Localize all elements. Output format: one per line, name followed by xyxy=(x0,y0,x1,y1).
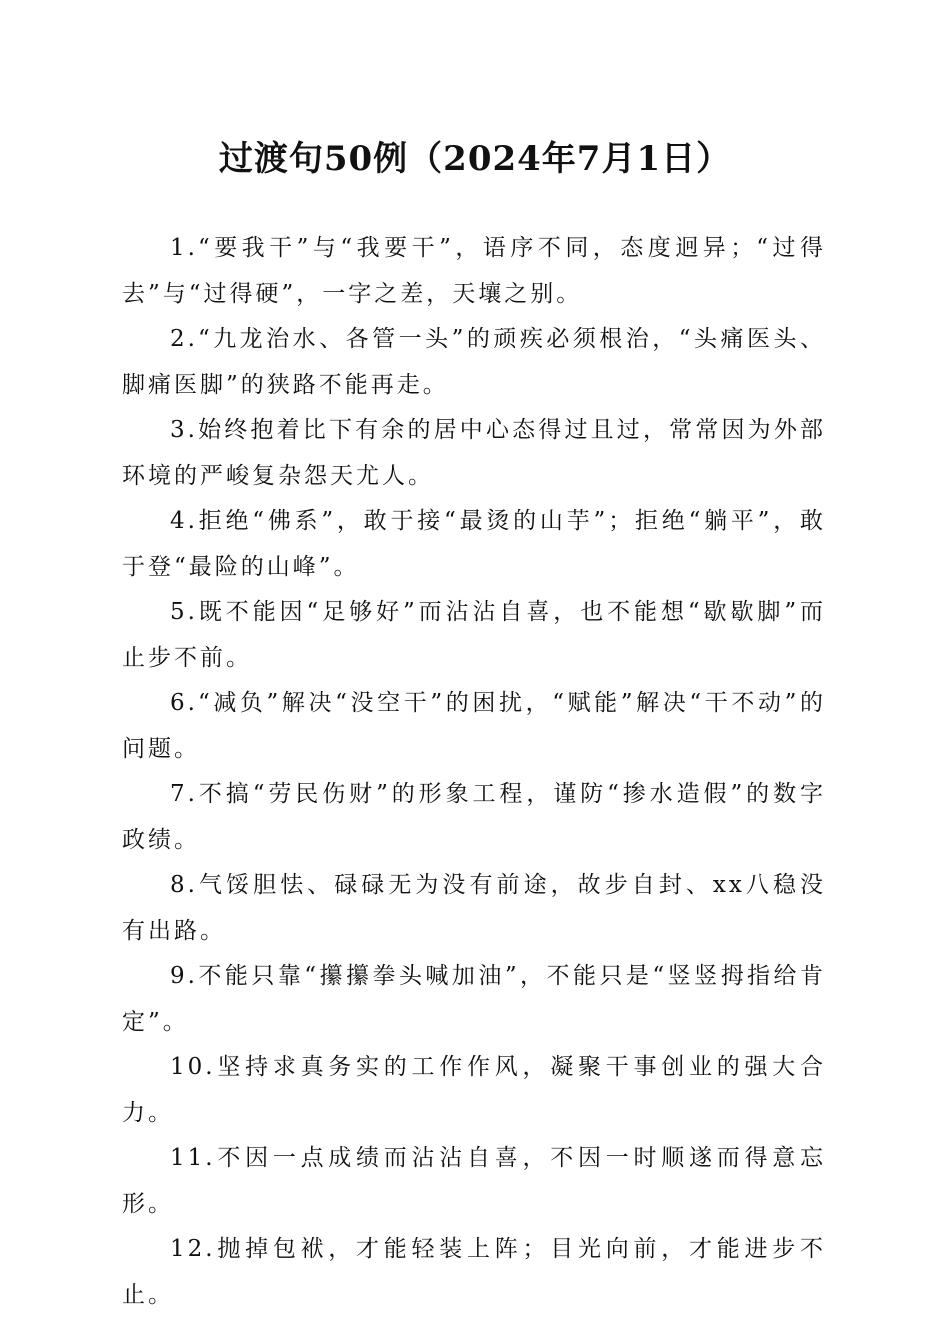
paragraph-3: 3.始终抱着比下有余的居中心态得过且过，常常因为外部环境的严峻复杂怨天尤人。 xyxy=(122,417,826,489)
paragraph-7: 7.不搞“劳民伤财”的形象工程，谨防“掺水造假”的数字政绩。 xyxy=(122,781,826,853)
paragraph-4: 4.拒绝“佛系”，敢于接“最烫的山芋”；拒绝“躺平”，敢于登“最险的山峰”。 xyxy=(122,508,826,580)
paragraph-10: 10.坚持求真务实的工作作风，凝聚干事创业的强大合力。 xyxy=(122,1054,826,1126)
paragraph-9: 9.不能只靠“攥攥拳头喊加油”，不能只是“竖竖拇指给肯定”。 xyxy=(122,963,826,1035)
paragraph-1: 1.“要我干”与“我要干”，语序不同，态度迥异；“过得去”与“过得硬”，一字之差，天壤之别。 xyxy=(122,235,826,307)
paragraph-12: 12.抛掉包袱，才能轻装上阵；目光向前，才能进步不止。 xyxy=(122,1236,826,1308)
document-body xyxy=(122,226,826,1318)
paragraph-8: 8.气馁胆怯、碌碌无为没有前途，故步自封、xx八稳没有出路。 xyxy=(122,872,826,944)
paragraph-2: 2.“九龙治水、各管一头”的顽疾必须根治，“头痛医头、脚痛医脚”的狭路不能再走。 xyxy=(122,326,826,398)
paragraph-11: 11.不因一点成绩而沾沾自喜，不因一时顺遂而得意忘形。 xyxy=(122,1145,826,1217)
paragraph-6: 6.“减负”解决“没空干”的困扰，“赋能”解决“干不动”的问题。 xyxy=(122,690,826,762)
paragraph-5: 5.既不能因“足够好”而沾沾自喜，也不能想“歇歇脚”而止步不前。 xyxy=(122,599,826,671)
document-title: 过渡句50例（2024年7月1日） xyxy=(218,139,732,179)
